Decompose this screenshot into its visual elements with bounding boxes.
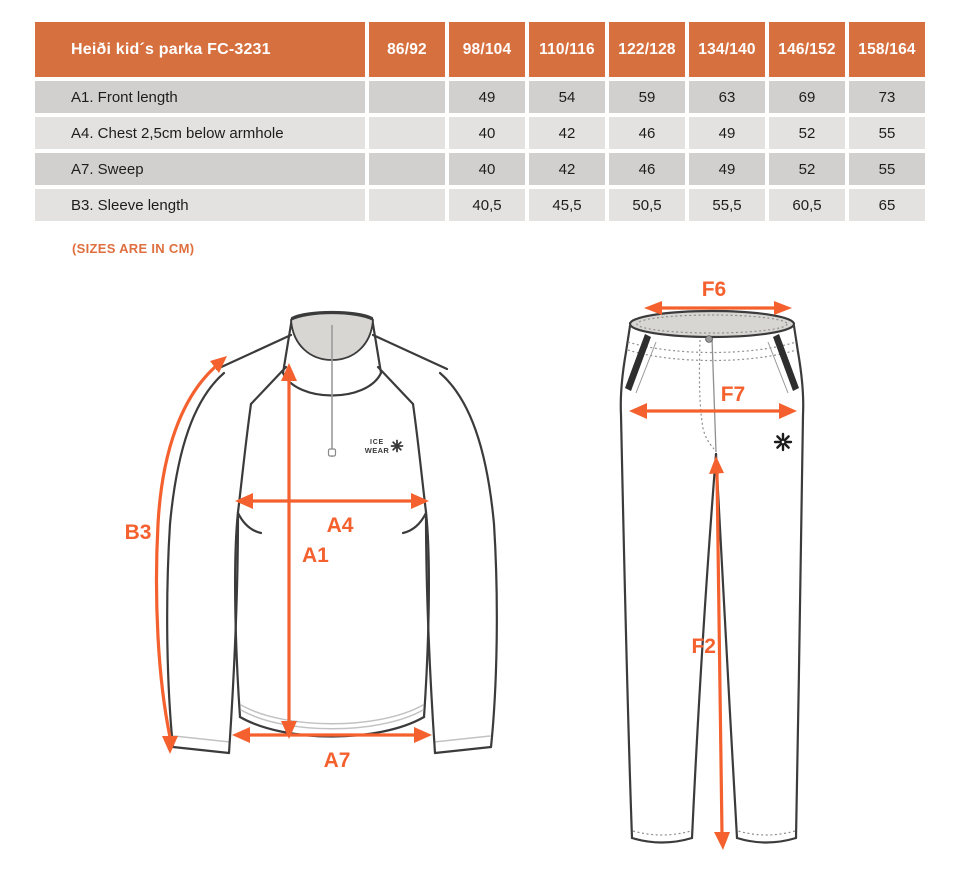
jacket-logo-line2: WEAR xyxy=(364,446,390,455)
pants-hem-left-stitch xyxy=(633,831,691,835)
size-value-cell: 59 xyxy=(609,81,685,113)
size-value-cell: 49 xyxy=(449,81,525,113)
pants-snowflake-logo xyxy=(775,434,791,450)
jacket-cuff-left xyxy=(173,747,229,753)
b3-arrow xyxy=(157,356,228,754)
pants-fly-stitch xyxy=(699,340,714,449)
size-value-cell: 55,5 xyxy=(689,189,765,221)
a1-arrow xyxy=(281,363,297,739)
pants-hem-left xyxy=(632,838,692,843)
jacket-shoulder-seam-left xyxy=(217,335,291,369)
pants-button xyxy=(706,336,713,343)
jacket-shoulder-seam-right xyxy=(373,335,447,369)
size-column-header: 98/104 xyxy=(449,22,525,77)
a4-arrow xyxy=(235,493,429,509)
size-column-header: 146/152 xyxy=(769,22,845,77)
jacket-underarm-seam-left xyxy=(238,513,261,533)
size-value-cell xyxy=(369,81,445,113)
size-value-cell xyxy=(369,153,445,185)
pants-leg-left-outer xyxy=(621,352,632,838)
f6-label: F6 xyxy=(701,280,727,301)
a1-label: A1 xyxy=(302,544,329,567)
size-value-cell: 55 xyxy=(849,117,925,149)
jacket-cuff-left-stitch xyxy=(174,736,230,742)
jacket-shoulder-panel-right xyxy=(378,367,413,404)
jacket-zipper-pull xyxy=(329,449,336,456)
size-value-cell: 63 xyxy=(689,81,765,113)
size-value-cell xyxy=(369,117,445,149)
pants-waist-opening xyxy=(630,311,794,337)
size-value-cell: 52 xyxy=(769,117,845,149)
size-column-header: 134/140 xyxy=(689,22,765,77)
units-note: (SIZES ARE IN CM) xyxy=(72,241,195,256)
f7-arrow xyxy=(629,403,797,419)
jacket-logo-snowflake-icon xyxy=(392,441,403,452)
jacket-hem-stitch-2 xyxy=(241,710,423,729)
row-label: B3. Sleeve length xyxy=(35,189,365,221)
size-column-header: 122/128 xyxy=(609,22,685,77)
size-value-cell: 69 xyxy=(769,81,845,113)
pants-outline-drawing xyxy=(621,311,804,843)
jacket-cuff-right-stitch xyxy=(434,736,490,742)
jacket-logo-line1: ICE xyxy=(369,439,385,446)
size-value-cell: 50,5 xyxy=(609,189,685,221)
jacket-brand-logo xyxy=(365,439,403,455)
size-column-header: 158/164 xyxy=(849,22,925,77)
pants-hem-right xyxy=(737,838,796,843)
size-value-cell: 52 xyxy=(769,153,845,185)
pants-hem-right-stitch xyxy=(738,831,795,835)
size-value-cell: 40 xyxy=(449,153,525,185)
jacket-cuff-right xyxy=(435,747,491,753)
size-value-cell: 46 xyxy=(609,153,685,185)
pants-leg-right-outer xyxy=(796,352,803,838)
size-table xyxy=(35,22,925,221)
jacket-sleeve-right-outer xyxy=(440,373,497,747)
size-column-header: 110/116 xyxy=(529,22,605,77)
size-value-cell: 65 xyxy=(849,189,925,221)
jacket-underarm-seam-right xyxy=(403,513,426,533)
size-value-cell: 42 xyxy=(529,153,605,185)
f7-label: F7 xyxy=(720,383,746,406)
size-value-cell: 73 xyxy=(849,81,925,113)
row-label: A7. Sweep xyxy=(35,153,365,185)
size-value-cell xyxy=(369,189,445,221)
size-value-cell: 49 xyxy=(689,153,765,185)
size-value-cell: 42 xyxy=(529,117,605,149)
row-label: A1. Front length xyxy=(35,81,365,113)
a4-label: A4 xyxy=(326,514,354,537)
jacket-measurement-diagram xyxy=(82,299,562,894)
a7-label: A7 xyxy=(323,749,351,772)
pants-pocket-right xyxy=(773,334,799,391)
size-value-cell: 55 xyxy=(849,153,925,185)
jacket-shoulder-panel-left xyxy=(251,367,286,404)
pants-waistband-side-left xyxy=(626,326,630,352)
size-value-cell: 49 xyxy=(689,117,765,149)
row-label: A4. Chest 2,5cm below armhole xyxy=(35,117,365,149)
size-value-cell: 40 xyxy=(449,117,525,149)
b3-label: B3 xyxy=(124,521,152,544)
size-column-header: 86/92 xyxy=(369,22,445,77)
size-value-cell: 54 xyxy=(529,81,605,113)
pants-center-front-seam xyxy=(712,338,716,452)
size-value-cell: 46 xyxy=(609,117,685,149)
pants-waistband-side-right xyxy=(794,326,798,352)
size-value-cell: 60,5 xyxy=(769,189,845,221)
size-value-cell: 40,5 xyxy=(449,189,525,221)
table-title: Heiði kid´s parka FC-3231 xyxy=(35,22,365,77)
pants-measurement-diagram xyxy=(600,280,900,880)
f2-label: F2 xyxy=(691,635,716,658)
size-value-cell: 45,5 xyxy=(529,189,605,221)
